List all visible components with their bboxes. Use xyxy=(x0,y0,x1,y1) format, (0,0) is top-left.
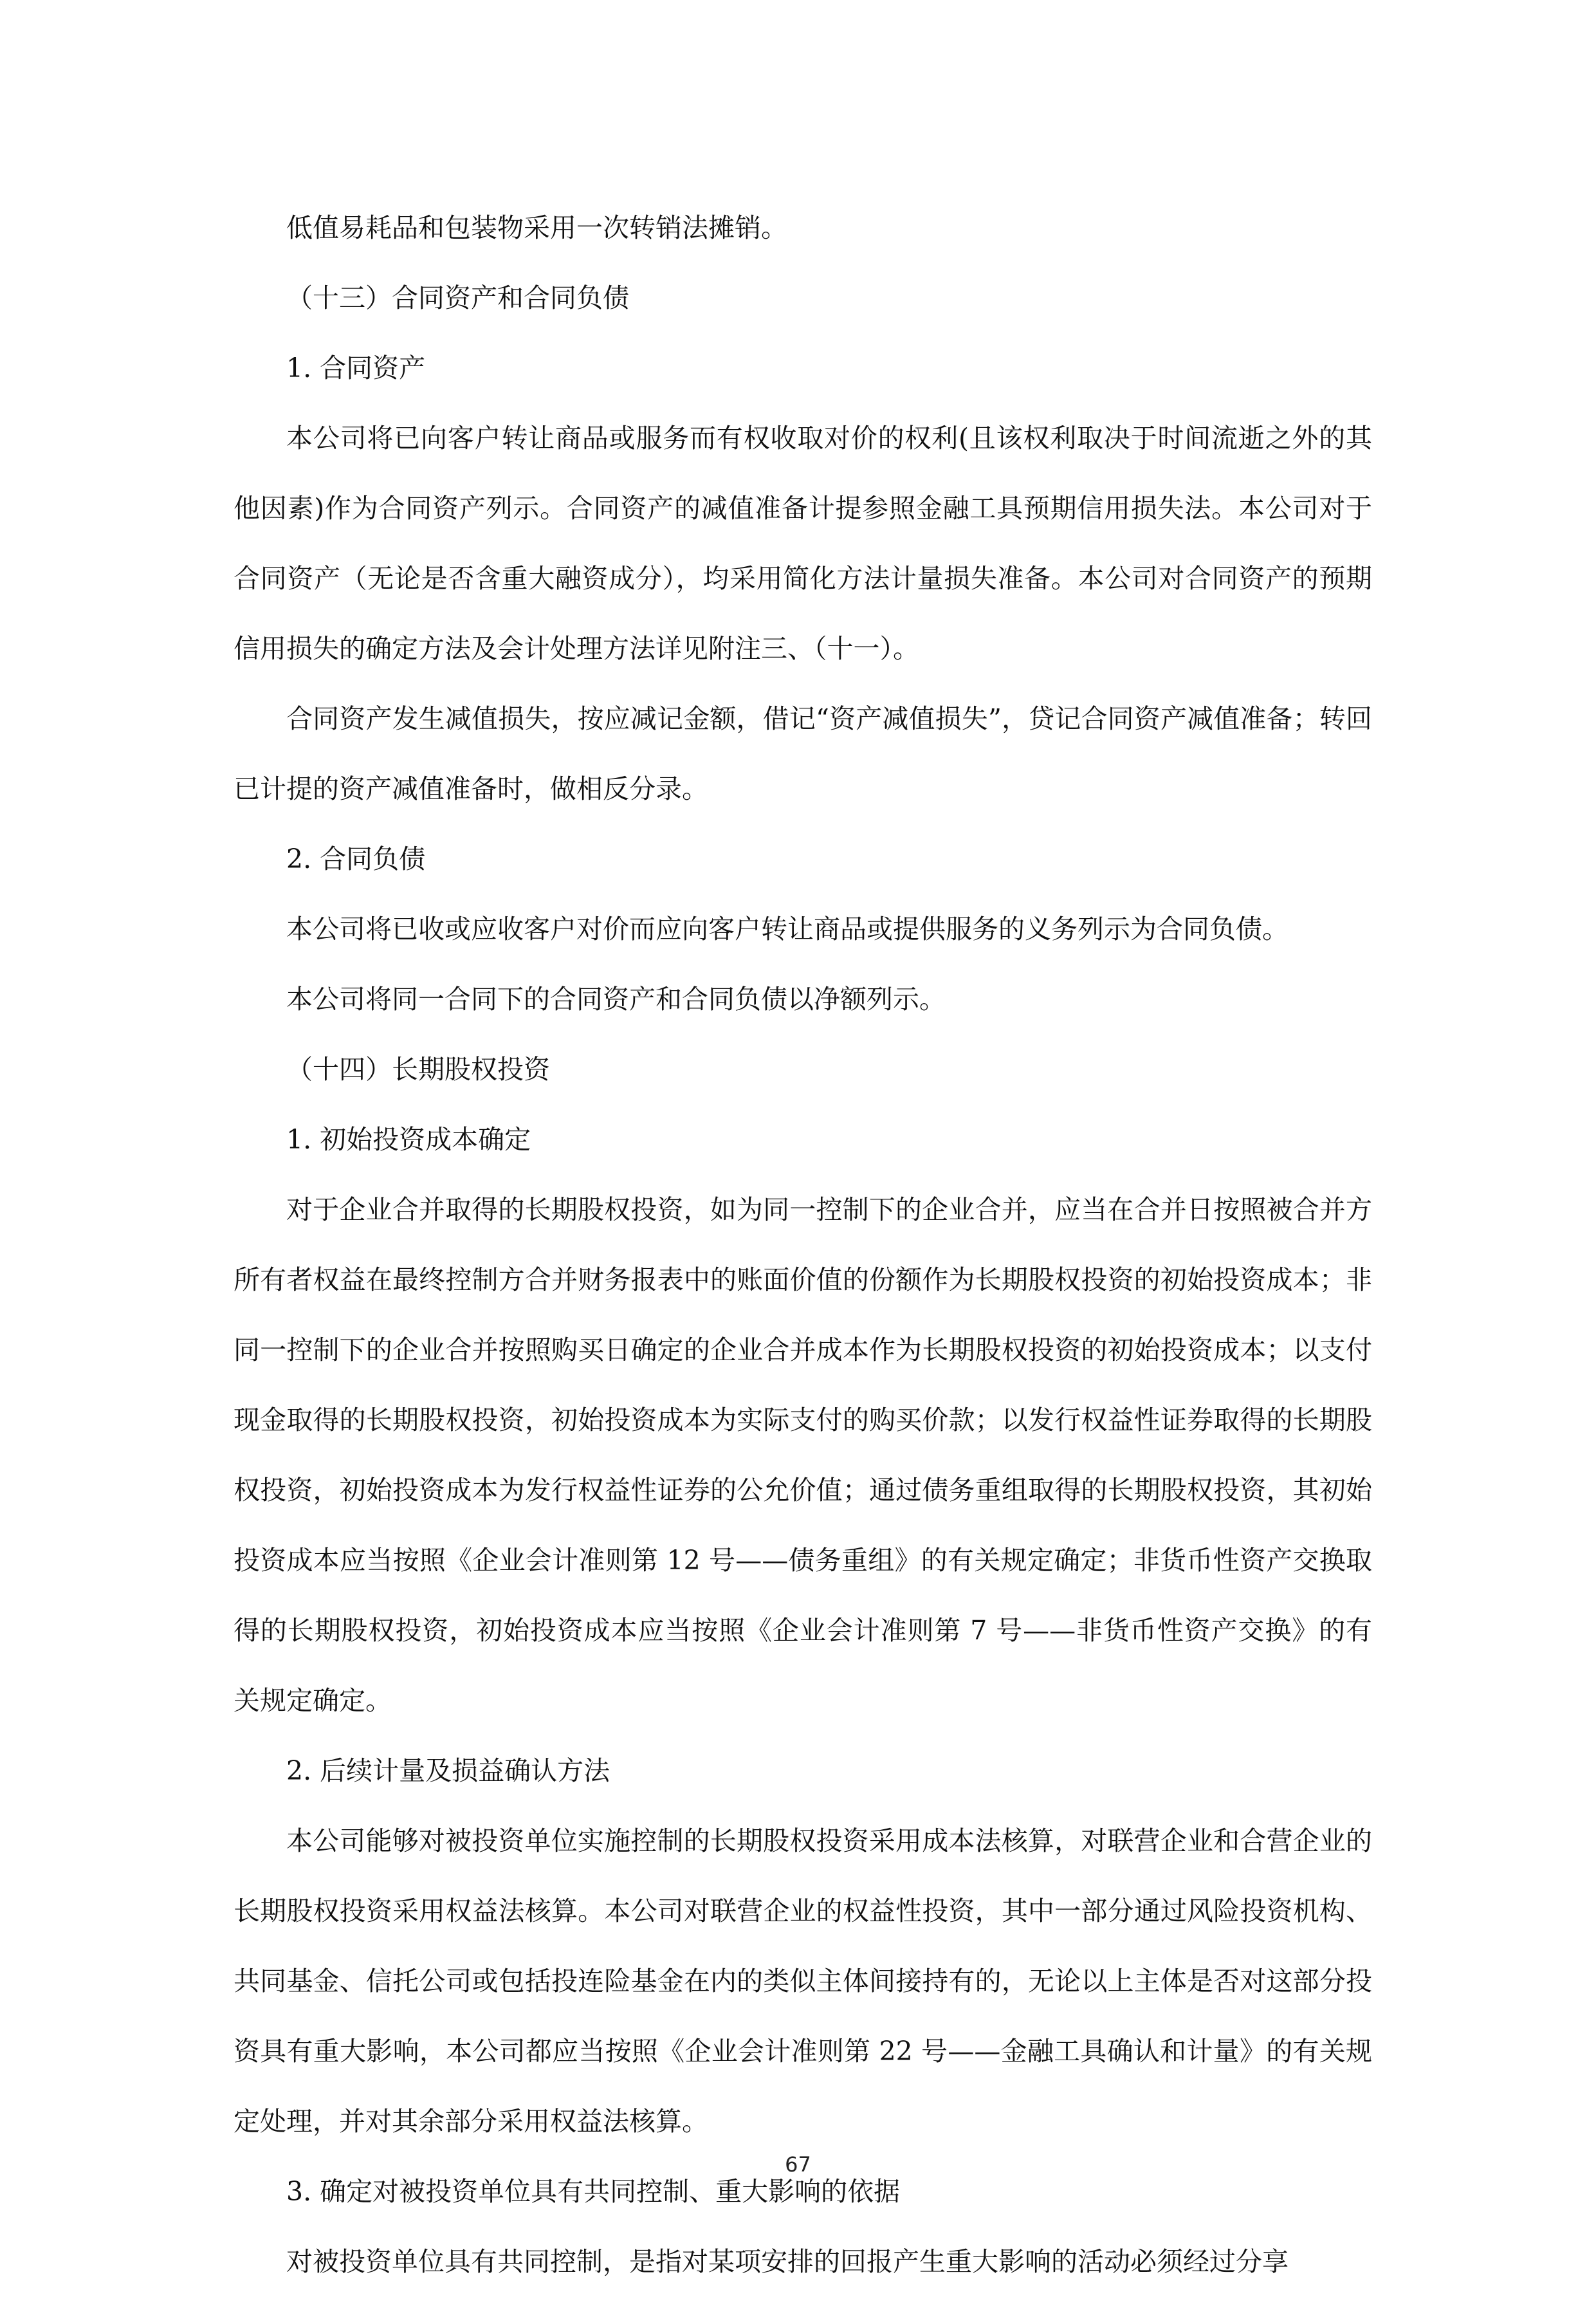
page-number: 67 xyxy=(785,2152,811,2177)
subsection-heading: 2. 后续计量及损益确认方法 xyxy=(286,1755,610,1786)
subsection-heading: 1. 合同资产 xyxy=(286,353,426,383)
paragraph: 本公司能够对被投资单位实施控制的长期股权投资采用成本法核算，对联营企业和合营企业的长期股权投资采用权益法核算。本公司对联营企业的权益性投资，其中一部分通过风险投资机构、共同基金、信托公司或包括投连险基金在内的类似主体间接持有的，无论以上主体是否对这部分投资具有重大影响，本公司都应当按照《企业会计准则第 22 号——金融工具确认和计量》的有关规定处理，并对其余部分采用权益法核算。 xyxy=(234,1825,1372,2137)
paragraph: 合同资产发生减值损失，按应减记金额，借记“资产减值损失”，贷记合同资产减值准备；转回已计提的资产减值准备时，做相反分录。 xyxy=(234,703,1372,804)
subsection-heading: 2. 合同负债 xyxy=(286,844,426,874)
subsection-heading: 1. 初始投资成本确定 xyxy=(286,1124,531,1155)
text-line: 低值易耗品和包装物采用一次转销法摊销。 xyxy=(286,212,787,243)
paragraph: 对被投资单位具有共同控制，是指对某项安排的回报产生重大影响的活动必须经过分享 xyxy=(286,2246,1289,2277)
paragraph: 本公司将同一合同下的合同资产和合同负债以净额列示。 xyxy=(286,984,946,1015)
paragraph: 本公司将已收或应收客户对价而应向客户转让商品或提供服务的义务列示为合同负债。 xyxy=(286,914,1289,945)
paragraph: 本公司将已向客户转让商品或服务而有权收取对价的权利(且该权利取决于时间流逝之外的其他因素)作为合同资产列示。合同资产的减值准备计提参照金融工具预期信用损失法。本公司对于合同资产（无论是否含重大融资成分），均采用简化方法计量损失准备。本公司对合同资产的预期信用损失的确定方法及会计处理方法详见附注三、（十一）。 xyxy=(234,423,1372,664)
subsection-heading: 3. 确定对被投资单位具有共同控制、重大影响的依据 xyxy=(286,2176,901,2207)
section-heading: （十四）长期股权投资 xyxy=(286,1054,550,1085)
section-heading: （十三）合同资产和合同负债 xyxy=(286,282,629,313)
document-body xyxy=(234,193,1372,2297)
paragraph: 对于企业合并取得的长期股权投资，如为同一控制下的企业合并，应当在合并日按照被合并方所有者权益在最终控制方合并财务报表中的账面价值的份额作为长期股权投资的初始投资成本；非同一控制下的企业合并按照购买日确定的企业合并成本作为长期股权投资的初始投资成本；以支付现金取得的长期股权投资，初始投资成本为实际支付的购买价款；以发行权益性证券取得的长期股权投资，初始投资成本为发行权益性证券的公允价值；通过债务重组取得的长期股权投资，其初始投资成本应当按照《企业会计准则第 12 号——债务重组》的有关规定确定；非货币性资产交换取得的长期股权投资，初始投资成本应当按照《企业会计准则第 7 号——非货币性资产交换》的有关规定确定。 xyxy=(234,1194,1372,1716)
